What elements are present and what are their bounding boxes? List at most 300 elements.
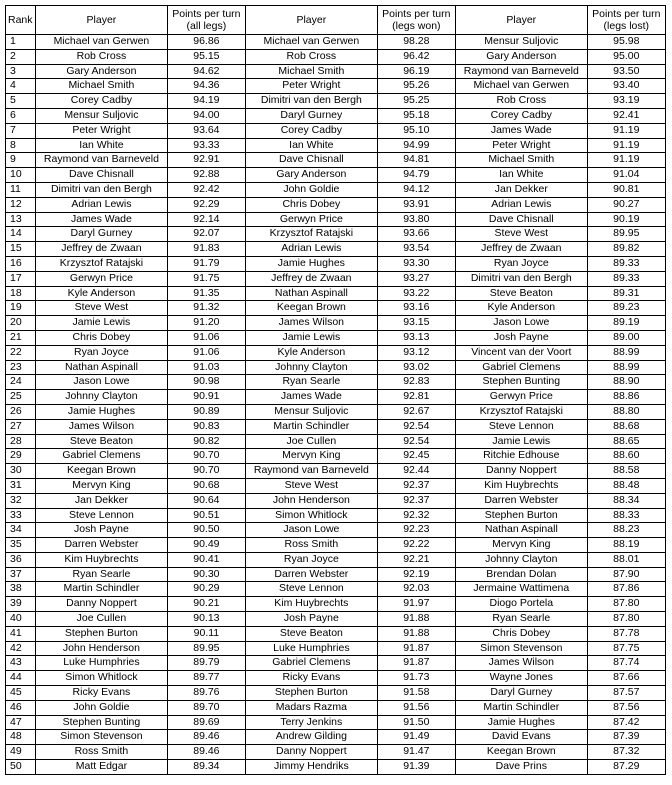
table-row — [6, 464, 666, 479]
table-row — [6, 345, 666, 360]
ppt-won-cell: 91.88 — [377, 626, 455, 641]
player-won-cell: Jimmy Hendriks — [246, 760, 378, 775]
ppt-lost-cell: 88.23 — [587, 523, 665, 538]
ppt-lost-cell: 93.19 — [587, 94, 665, 109]
player-won-cell: Raymond van Barneveld — [246, 464, 378, 479]
ppt-won-cell: 93.80 — [377, 212, 455, 227]
player-all-cell: John Goldie — [36, 700, 168, 715]
ppt-all-cell: 90.68 — [167, 478, 245, 493]
rank-cell: 40 — [6, 612, 36, 627]
player-lost-cell: Darren Webster — [456, 493, 588, 508]
ppt-lost-cell: 93.40 — [587, 79, 665, 94]
ppt-lost-cell: 89.23 — [587, 301, 665, 316]
rank-cell: 7 — [6, 123, 36, 138]
ppt-all-cell: 91.35 — [167, 286, 245, 301]
player-lost-cell: Dave Chisnall — [456, 212, 588, 227]
player-lost-cell: Keegan Brown — [456, 745, 588, 760]
table-row — [6, 375, 666, 390]
header-ppt-legs-lost — [587, 6, 665, 35]
ppt-won-cell: 92.19 — [377, 567, 455, 582]
ppt-won-cell: 92.54 — [377, 434, 455, 449]
ppt-all-cell: 89.46 — [167, 730, 245, 745]
ppt-lost-cell: 88.90 — [587, 375, 665, 390]
ppt-won-cell: 92.37 — [377, 493, 455, 508]
ppt-won-cell: 91.50 — [377, 715, 455, 730]
ppt-lost-cell: 88.68 — [587, 419, 665, 434]
ppt-won-cell: 94.99 — [377, 138, 455, 153]
table-row — [6, 286, 666, 301]
header-ppt-lost-line1: Points per turn — [592, 8, 661, 20]
rank-cell: 49 — [6, 745, 36, 760]
ppt-all-cell: 95.15 — [167, 49, 245, 64]
ppt-all-cell: 90.83 — [167, 419, 245, 434]
table-row — [6, 538, 666, 553]
ppt-won-cell: 91.73 — [377, 671, 455, 686]
rank-cell: 14 — [6, 227, 36, 242]
table-row — [6, 478, 666, 493]
ppt-all-cell: 90.11 — [167, 626, 245, 641]
table-row — [6, 700, 666, 715]
ppt-lost-cell: 88.19 — [587, 538, 665, 553]
ppt-lost-cell: 87.86 — [587, 582, 665, 597]
player-lost-cell: Chris Dobey — [456, 626, 588, 641]
header-player-all: Player — [36, 6, 168, 35]
ppt-all-cell: 89.77 — [167, 671, 245, 686]
player-all-cell: Ryan Joyce — [36, 345, 168, 360]
player-lost-cell: Jeffrey de Zwaan — [456, 242, 588, 257]
player-all-cell: James Wade — [36, 212, 168, 227]
header-rank: Rank — [6, 6, 36, 35]
table-row — [6, 612, 666, 627]
player-won-cell: Mensur Suljovic — [246, 404, 378, 419]
ppt-won-cell: 92.67 — [377, 404, 455, 419]
player-won-cell: Dimitri van den Bergh — [246, 94, 378, 109]
ppt-all-cell: 92.42 — [167, 182, 245, 197]
player-lost-cell: Corey Cadby — [456, 108, 588, 123]
player-lost-cell: Jason Lowe — [456, 316, 588, 331]
player-lost-cell: Diogo Portela — [456, 597, 588, 612]
player-won-cell: Terry Jenkins — [246, 715, 378, 730]
ppt-lost-cell: 88.80 — [587, 404, 665, 419]
table-row — [6, 715, 666, 730]
ppt-all-cell: 90.49 — [167, 538, 245, 553]
player-lost-cell: Dave Prins — [456, 760, 588, 775]
ppt-won-cell: 91.87 — [377, 656, 455, 671]
player-lost-cell: Wayne Jones — [456, 671, 588, 686]
player-lost-cell: Peter Wright — [456, 138, 588, 153]
ppt-lost-cell: 87.90 — [587, 567, 665, 582]
table-row — [6, 316, 666, 331]
player-won-cell: Luke Humphries — [246, 641, 378, 656]
ppt-won-cell: 93.54 — [377, 242, 455, 257]
rank-cell: 20 — [6, 316, 36, 331]
ppt-lost-cell: 88.99 — [587, 345, 665, 360]
ppt-won-cell: 92.21 — [377, 552, 455, 567]
ppt-won-cell: 91.87 — [377, 641, 455, 656]
rank-cell: 27 — [6, 419, 36, 434]
rank-cell: 13 — [6, 212, 36, 227]
rank-cell: 1 — [6, 35, 36, 50]
ppt-all-cell: 91.06 — [167, 345, 245, 360]
header-player-lost: Player — [456, 6, 588, 35]
rank-cell: 24 — [6, 375, 36, 390]
rank-cell: 47 — [6, 715, 36, 730]
rank-cell: 2 — [6, 49, 36, 64]
player-all-cell: Steve Lennon — [36, 508, 168, 523]
player-won-cell: Nathan Aspinall — [246, 286, 378, 301]
player-lost-cell: Stephen Burton — [456, 508, 588, 523]
table-row — [6, 123, 666, 138]
ppt-won-cell: 95.25 — [377, 94, 455, 109]
player-won-cell: John Henderson — [246, 493, 378, 508]
player-all-cell: Raymond van Barneveld — [36, 153, 168, 168]
ppt-lost-cell: 88.48 — [587, 478, 665, 493]
rank-cell: 12 — [6, 197, 36, 212]
player-all-cell: Ryan Searle — [36, 567, 168, 582]
ppt-all-cell: 92.29 — [167, 197, 245, 212]
ppt-won-cell: 93.91 — [377, 197, 455, 212]
rank-cell: 34 — [6, 523, 36, 538]
player-all-cell: Keegan Brown — [36, 464, 168, 479]
player-lost-cell: Steve Beaton — [456, 286, 588, 301]
player-lost-cell: Michael Smith — [456, 153, 588, 168]
ppt-won-cell: 96.19 — [377, 64, 455, 79]
rank-cell: 38 — [6, 582, 36, 597]
table-row — [6, 626, 666, 641]
ppt-won-cell: 93.12 — [377, 345, 455, 360]
table-row — [6, 168, 666, 183]
ppt-won-cell: 93.27 — [377, 271, 455, 286]
header-ppt-legs-won — [377, 6, 455, 35]
table-row — [6, 212, 666, 227]
ppt-all-cell: 90.89 — [167, 404, 245, 419]
player-lost-cell: Gary Anderson — [456, 49, 588, 64]
ppt-all-cell: 94.00 — [167, 108, 245, 123]
ppt-all-cell: 90.50 — [167, 523, 245, 538]
ppt-lost-cell: 95.00 — [587, 49, 665, 64]
ppt-won-cell: 93.15 — [377, 316, 455, 331]
table-row — [6, 242, 666, 257]
table-row — [6, 493, 666, 508]
player-won-cell: Ryan Joyce — [246, 552, 378, 567]
player-won-cell: Ross Smith — [246, 538, 378, 553]
player-lost-cell: Simon Stevenson — [456, 641, 588, 656]
player-all-cell: Kim Huybrechts — [36, 552, 168, 567]
ppt-all-cell: 94.36 — [167, 79, 245, 94]
ppt-lost-cell: 91.04 — [587, 168, 665, 183]
player-lost-cell: Raymond van Barneveld — [456, 64, 588, 79]
ppt-won-cell: 91.88 — [377, 612, 455, 627]
ppt-won-cell: 92.83 — [377, 375, 455, 390]
player-all-cell: Corey Cadby — [36, 94, 168, 109]
table-row — [6, 404, 666, 419]
player-won-cell: Simon Whitlock — [246, 508, 378, 523]
player-all-cell: Krzysztof Ratajski — [36, 256, 168, 271]
rank-cell: 50 — [6, 760, 36, 775]
ppt-all-cell: 91.20 — [167, 316, 245, 331]
player-won-cell: James Wade — [246, 390, 378, 405]
table-row — [6, 567, 666, 582]
player-won-cell: Gabriel Clemens — [246, 656, 378, 671]
player-all-cell: Steve West — [36, 301, 168, 316]
table-row — [6, 182, 666, 197]
table-row — [6, 730, 666, 745]
player-all-cell: Darren Webster — [36, 538, 168, 553]
player-all-cell: Martin Schindler — [36, 582, 168, 597]
ppt-all-cell: 93.64 — [167, 123, 245, 138]
ppt-won-cell: 91.58 — [377, 686, 455, 701]
ppt-won-cell: 93.02 — [377, 360, 455, 375]
player-all-cell: Peter Wright — [36, 123, 168, 138]
player-won-cell: Keegan Brown — [246, 301, 378, 316]
ppt-won-cell: 91.49 — [377, 730, 455, 745]
player-all-cell: Adrian Lewis — [36, 197, 168, 212]
ppt-all-cell: 91.03 — [167, 360, 245, 375]
header-player-won: Player — [246, 6, 378, 35]
player-won-cell: Corey Cadby — [246, 123, 378, 138]
table-row — [6, 656, 666, 671]
header-ppt-won-line1: Points per turn — [382, 8, 451, 20]
ppt-lost-cell: 87.57 — [587, 686, 665, 701]
table-row — [6, 597, 666, 612]
player-lost-cell: James Wade — [456, 123, 588, 138]
ppt-lost-cell: 89.33 — [587, 256, 665, 271]
ppt-lost-cell: 87.29 — [587, 760, 665, 775]
ppt-lost-cell: 91.19 — [587, 153, 665, 168]
player-lost-cell: Krzysztof Ratajski — [456, 404, 588, 419]
ppt-all-cell: 90.30 — [167, 567, 245, 582]
rank-cell: 39 — [6, 597, 36, 612]
player-won-cell: Michael Smith — [246, 64, 378, 79]
table-row — [6, 79, 666, 94]
table-row — [6, 434, 666, 449]
table-row — [6, 686, 666, 701]
player-won-cell: Steve Beaton — [246, 626, 378, 641]
rank-cell: 37 — [6, 567, 36, 582]
player-all-cell: Ross Smith — [36, 745, 168, 760]
ppt-all-cell: 90.21 — [167, 597, 245, 612]
ppt-won-cell: 91.47 — [377, 745, 455, 760]
player-lost-cell: Ritchie Edhouse — [456, 449, 588, 464]
player-all-cell: Nathan Aspinall — [36, 360, 168, 375]
player-lost-cell: Ryan Joyce — [456, 256, 588, 271]
ppt-all-cell: 94.62 — [167, 64, 245, 79]
table-row — [6, 671, 666, 686]
rank-cell: 26 — [6, 404, 36, 419]
ppt-all-cell: 96.86 — [167, 35, 245, 50]
player-lost-cell: Nathan Aspinall — [456, 523, 588, 538]
table-row — [6, 94, 666, 109]
ppt-lost-cell: 90.19 — [587, 212, 665, 227]
rank-cell: 18 — [6, 286, 36, 301]
player-won-cell: Gary Anderson — [246, 168, 378, 183]
player-all-cell: Stephen Burton — [36, 626, 168, 641]
table-row — [6, 271, 666, 286]
player-won-cell: Ryan Searle — [246, 375, 378, 390]
ppt-lost-cell: 89.00 — [587, 330, 665, 345]
rank-cell: 25 — [6, 390, 36, 405]
player-lost-cell: James Wilson — [456, 656, 588, 671]
player-lost-cell: Mervyn King — [456, 538, 588, 553]
table-row — [6, 108, 666, 123]
ppt-all-cell: 91.32 — [167, 301, 245, 316]
header-ppt-all-line1: Points per turn — [172, 8, 241, 20]
player-lost-cell: Vincent van der Voort — [456, 345, 588, 360]
player-all-cell: Luke Humphries — [36, 656, 168, 671]
ppt-all-cell: 92.91 — [167, 153, 245, 168]
ppt-all-cell: 91.75 — [167, 271, 245, 286]
table-row — [6, 360, 666, 375]
player-all-cell: Jamie Lewis — [36, 316, 168, 331]
table-row — [6, 64, 666, 79]
rank-cell: 29 — [6, 449, 36, 464]
table-row — [6, 153, 666, 168]
ppt-won-cell: 94.79 — [377, 168, 455, 183]
rank-cell: 8 — [6, 138, 36, 153]
rank-cell: 21 — [6, 330, 36, 345]
player-won-cell: Johnny Clayton — [246, 360, 378, 375]
ppt-all-cell: 90.82 — [167, 434, 245, 449]
ppt-lost-cell: 87.74 — [587, 656, 665, 671]
ppt-all-cell: 90.64 — [167, 493, 245, 508]
player-won-cell: Steve West — [246, 478, 378, 493]
ppt-won-cell: 93.66 — [377, 227, 455, 242]
table-row — [6, 641, 666, 656]
table-row — [6, 419, 666, 434]
rank-cell: 10 — [6, 168, 36, 183]
player-lost-cell: Gabriel Clemens — [456, 360, 588, 375]
ppt-won-cell: 94.12 — [377, 182, 455, 197]
player-all-cell: Ricky Evans — [36, 686, 168, 701]
ppt-lost-cell: 88.01 — [587, 552, 665, 567]
rank-cell: 32 — [6, 493, 36, 508]
ppt-lost-cell: 87.66 — [587, 671, 665, 686]
player-all-cell: Stephen Bunting — [36, 715, 168, 730]
ppt-lost-cell: 89.82 — [587, 242, 665, 257]
ppt-lost-cell: 87.32 — [587, 745, 665, 760]
rank-cell: 5 — [6, 94, 36, 109]
rank-cell: 17 — [6, 271, 36, 286]
player-won-cell: Josh Payne — [246, 612, 378, 627]
rank-cell: 28 — [6, 434, 36, 449]
player-won-cell: Krzysztof Ratajski — [246, 227, 378, 242]
player-won-cell: Stephen Burton — [246, 686, 378, 701]
player-all-cell: Steve Beaton — [36, 434, 168, 449]
player-all-cell: Jeffrey de Zwaan — [36, 242, 168, 257]
player-won-cell: Jason Lowe — [246, 523, 378, 538]
player-lost-cell: Josh Payne — [456, 330, 588, 345]
rank-cell: 4 — [6, 79, 36, 94]
player-all-cell: Jamie Hughes — [36, 404, 168, 419]
player-lost-cell: Adrian Lewis — [456, 197, 588, 212]
ppt-lost-cell: 90.81 — [587, 182, 665, 197]
ppt-lost-cell: 92.41 — [587, 108, 665, 123]
player-all-cell: Josh Payne — [36, 523, 168, 538]
table-row — [6, 582, 666, 597]
ppt-lost-cell: 89.95 — [587, 227, 665, 242]
ppt-all-cell: 90.13 — [167, 612, 245, 627]
rank-cell: 35 — [6, 538, 36, 553]
ppt-all-cell: 89.70 — [167, 700, 245, 715]
rank-cell: 9 — [6, 153, 36, 168]
ppt-won-cell: 95.26 — [377, 79, 455, 94]
player-all-cell: Daryl Gurney — [36, 227, 168, 242]
table-row — [6, 552, 666, 567]
ppt-lost-cell: 91.19 — [587, 138, 665, 153]
player-all-cell: Dimitri van den Bergh — [36, 182, 168, 197]
player-won-cell: Steve Lennon — [246, 582, 378, 597]
table-row — [6, 449, 666, 464]
rank-cell: 3 — [6, 64, 36, 79]
ppt-all-cell: 89.95 — [167, 641, 245, 656]
ppt-won-cell: 93.22 — [377, 286, 455, 301]
rank-cell: 48 — [6, 730, 36, 745]
player-won-cell: Kyle Anderson — [246, 345, 378, 360]
rank-cell: 19 — [6, 301, 36, 316]
player-all-cell: Matt Edgar — [36, 760, 168, 775]
player-won-cell: Jamie Hughes — [246, 256, 378, 271]
player-lost-cell: Danny Noppert — [456, 464, 588, 479]
table-row — [6, 49, 666, 64]
ppt-all-cell: 91.06 — [167, 330, 245, 345]
ppt-lost-cell: 88.60 — [587, 449, 665, 464]
ppt-lost-cell: 88.58 — [587, 464, 665, 479]
header-row — [6, 6, 666, 35]
rank-cell: 43 — [6, 656, 36, 671]
ppt-lost-cell: 89.19 — [587, 316, 665, 331]
ppt-won-cell: 93.16 — [377, 301, 455, 316]
rank-cell: 46 — [6, 700, 36, 715]
ppt-won-cell: 95.10 — [377, 123, 455, 138]
player-lost-cell: Dimitri van den Bergh — [456, 271, 588, 286]
ppt-all-cell: 90.51 — [167, 508, 245, 523]
rank-cell: 30 — [6, 464, 36, 479]
header-ppt-won-line2: (legs won) — [392, 20, 441, 32]
ppt-won-cell: 91.97 — [377, 597, 455, 612]
player-won-cell: Darren Webster — [246, 567, 378, 582]
ppt-lost-cell: 87.39 — [587, 730, 665, 745]
rank-cell: 36 — [6, 552, 36, 567]
player-all-cell: Kyle Anderson — [36, 286, 168, 301]
ppt-lost-cell: 95.98 — [587, 35, 665, 50]
rank-cell: 11 — [6, 182, 36, 197]
player-lost-cell: Steve West — [456, 227, 588, 242]
table-row — [6, 256, 666, 271]
player-won-cell: Gerwyn Price — [246, 212, 378, 227]
player-all-cell: Gary Anderson — [36, 64, 168, 79]
header-ppt-all-legs — [167, 6, 245, 35]
rank-cell: 44 — [6, 671, 36, 686]
ppt-won-cell: 92.32 — [377, 508, 455, 523]
player-won-cell: Chris Dobey — [246, 197, 378, 212]
ppt-all-cell: 90.41 — [167, 552, 245, 567]
player-all-cell: Michael van Gerwen — [36, 35, 168, 50]
player-all-cell: Mensur Suljovic — [36, 108, 168, 123]
player-lost-cell: Daryl Gurney — [456, 686, 588, 701]
ppt-lost-cell: 88.99 — [587, 360, 665, 375]
player-won-cell: Joe Cullen — [246, 434, 378, 449]
ppt-won-cell: 92.81 — [377, 390, 455, 405]
ppt-won-cell: 91.39 — [377, 760, 455, 775]
rank-cell: 15 — [6, 242, 36, 257]
table-row — [6, 760, 666, 775]
table-header — [6, 6, 666, 35]
rank-cell: 23 — [6, 360, 36, 375]
player-all-cell: Mervyn King — [36, 478, 168, 493]
ppt-lost-cell: 90.27 — [587, 197, 665, 212]
rank-cell: 45 — [6, 686, 36, 701]
table-row — [6, 35, 666, 50]
